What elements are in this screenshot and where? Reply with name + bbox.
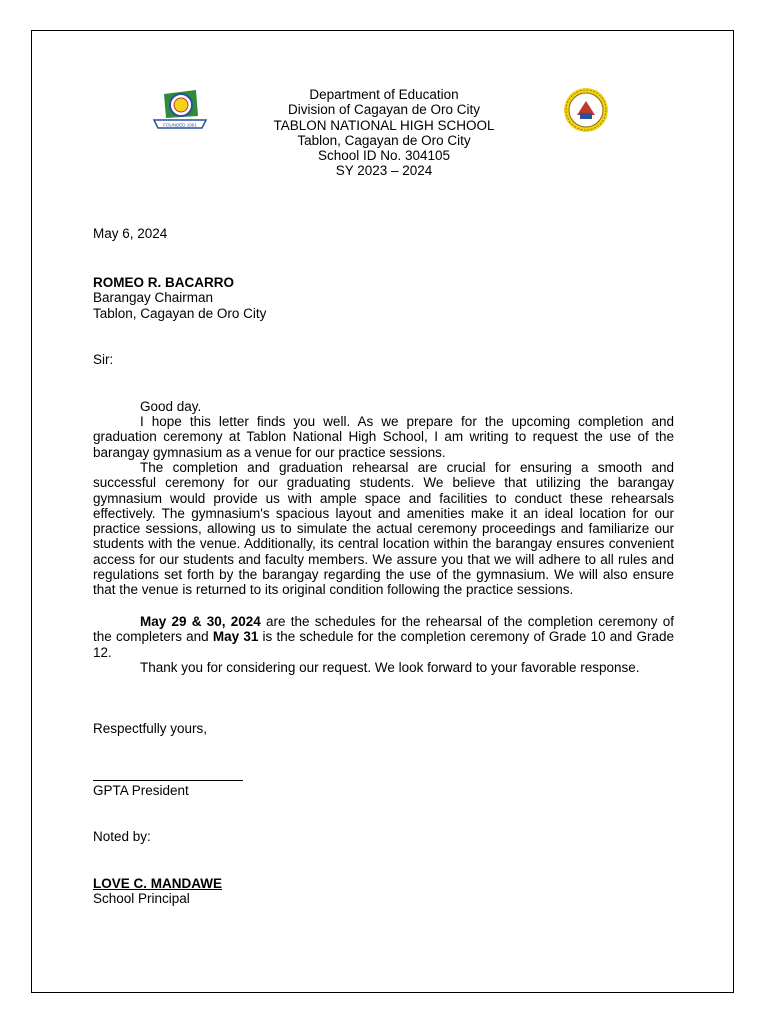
header-division: Division of Cagayan de Oro City [287, 102, 481, 117]
ceremony-date: May 31 [212, 629, 259, 645]
recipient-title: Barangay Chairman [93, 290, 214, 305]
para3-text-1: are the schedules for the rehearsal of the completion ceremony of the completers and [93, 614, 674, 645]
header-department: Department of Education [309, 87, 459, 102]
body-paragraph-4: Thank you for considering our request. We look forward to your favorable response. [140, 660, 640, 675]
noted-by: Noted by: [93, 829, 151, 844]
closing: Respectfully yours, [93, 721, 208, 736]
header-school-name: TABLON NATIONAL HIGH SCHOOL [273, 118, 495, 133]
body-paragraph-2: The completion and graduation rehearsal are crucial for ensuring a smooth and successful ceremony for our graduating students. We believe that utilizing the barangay gymnasium would provide us with ample space and facilities to conduct these rehearsals effectively. The gymnasium's spacious layout and amenities make it an ideal location for our practice sessions, allowing us to simulate the actual ceremony proceedings and familiarize our students with the venue. Additionally, its central location within the barangay ensures convenient access for our students and faculty members. We assure you that we will adhere to all rules and regulations set forth by the barangay regarding the use of the gymnasium. We will also ensure that the venue is returned to its original condition following the practice sessions. [93, 460, 674, 598]
letter-date: May 6, 2024 [93, 226, 168, 241]
body-paragraph-1: I hope this letter finds you well. As we prepare for the upcoming completion and graduation ceremony at Tablon National High School, I am writing to request the use of the barangay gymnasium as a venue for our practice sessions. [93, 414, 674, 460]
body-paragraph-3 [93, 614, 674, 660]
greeting: Good day. [140, 399, 202, 414]
header-school-year: SY 2023 – 2024 [335, 163, 433, 178]
signer2-title: School Principal [93, 891, 190, 906]
header-school-id: School ID No. 304105 [317, 148, 451, 163]
signer2-name: LOVE C. MANDAWE [93, 876, 223, 891]
signer1-title: GPTA President [93, 783, 189, 798]
signature-line [93, 780, 243, 781]
recipient-address: Tablon, Cagayan de Oro City [93, 306, 267, 321]
recipient-name: ROMEO R. BACARRO [93, 275, 234, 290]
para3-text-2: is the schedule for the completion ceremony of Grade 10 and Grade 12. [93, 629, 675, 660]
header-address: Tablon, Cagayan de Oro City [297, 133, 471, 148]
rehearsal-dates: May 29 & 30, 2024 [140, 614, 261, 629]
logo-founded-text: FOUNDED 1961 [163, 122, 197, 128]
salutation: Sir: [93, 352, 114, 367]
